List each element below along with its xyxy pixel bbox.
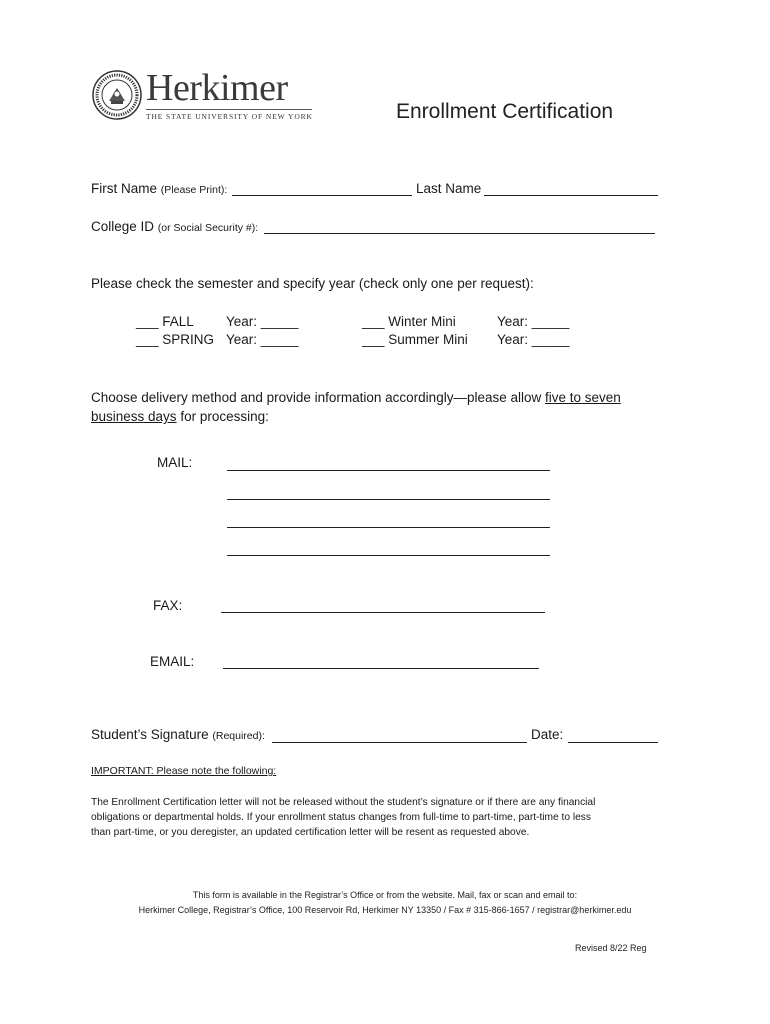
semester-instruction: Please check the semester and specify year (check only one per request):: [91, 276, 534, 291]
summer-year-field[interactable]: Year: _____: [497, 332, 570, 347]
college-logo: [92, 67, 322, 126]
signature-label: Student’s Signature (Required):: [91, 727, 265, 742]
signature-field[interactable]: [272, 742, 527, 743]
last-name-field[interactable]: [484, 195, 658, 196]
mail-address-line-3[interactable]: [227, 527, 550, 528]
email-label: EMAIL:: [150, 654, 195, 669]
mail-label: MAIL:: [157, 455, 193, 470]
college-id-label: College ID (or Social Security #):: [91, 219, 259, 234]
footer-line-2: Herkimer College, Registrar’s Office, 100 Reservoir Rd, Herkimer NY 13350 / Fax # 315-866-1657 / registrar@herkimer.edu: [138, 905, 632, 915]
brand-name: Herkimer: [146, 67, 288, 109]
important-heading: IMPORTANT: Please note the following:: [91, 765, 277, 777]
semester-option-fall[interactable]: ___ FALL: [136, 314, 194, 329]
fax-field[interactable]: [221, 612, 545, 613]
semester-option-winter-mini[interactable]: ___ Winter Mini: [362, 314, 456, 329]
last-name-label: Last Name: [416, 181, 482, 196]
mail-address-line-2[interactable]: [227, 499, 550, 500]
brand-rule: [146, 109, 312, 110]
date-label: Date:: [531, 727, 564, 742]
fax-label: FAX:: [153, 598, 183, 613]
fall-year-field[interactable]: Year: _____: [226, 314, 299, 329]
revision-note: Revised 8/22 Reg: [575, 943, 647, 953]
winter-year-field[interactable]: Year: _____: [497, 314, 570, 329]
college-id-field[interactable]: [264, 233, 655, 234]
mail-address-line-1[interactable]: [227, 470, 550, 471]
important-line-3: than part-time, or you deregister, an updated certification letter will be resent as requested above.: [91, 827, 530, 838]
spring-year-field[interactable]: Year: _____: [226, 332, 299, 347]
important-line-2: obligations or departmental holds. If your enrollment status changes from full-time to part-time, part-time to less: [91, 812, 591, 823]
semester-option-spring[interactable]: ___ SPRING: [136, 332, 215, 347]
delivery-instruction-line-1: Choose delivery method and provide information accordingly—please allow five to seven: [91, 390, 621, 405]
important-line-1: The Enrollment Certification letter will not be released without the student’s signature or if there are any financial: [91, 797, 596, 808]
footer-line-1: This form is available in the Registrar’s Office or from the website. Mail, fax or scan and email to:: [192, 890, 578, 900]
delivery-instruction-line-2: business days for processing:: [91, 409, 269, 424]
mail-address-line-4[interactable]: [227, 555, 550, 556]
date-field[interactable]: [568, 742, 658, 743]
brand-tagline: THE STATE UNIVERSITY OF NEW YORK: [146, 112, 313, 121]
college-seal-icon: [92, 70, 142, 120]
email-field[interactable]: [223, 668, 539, 669]
document-title: Enrollment Certification: [396, 100, 614, 123]
semester-option-summer-mini[interactable]: ___ Summer Mini: [362, 332, 468, 347]
first-name-label: First Name (Please Print):: [91, 181, 228, 196]
first-name-field[interactable]: [232, 195, 412, 196]
